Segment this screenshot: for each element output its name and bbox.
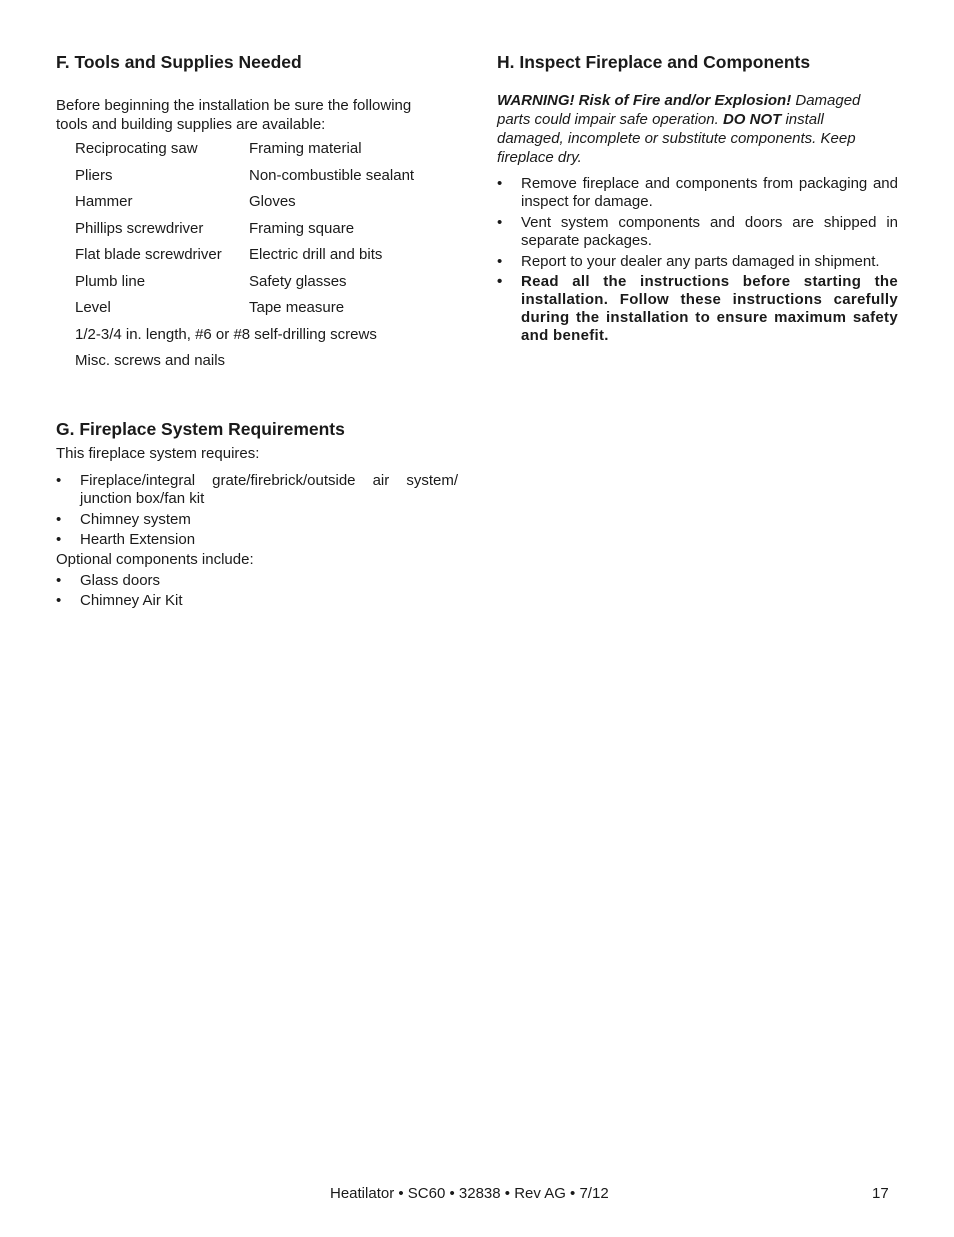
tools-row [75,220,414,247]
list-item [497,253,898,271]
bullet-icon: • [497,273,503,290]
misc-item: Misc. screws and nails [75,352,226,369]
warning-text: Damaged parts could impair safe operation. [497,92,861,128]
tools-row-misc [75,352,414,379]
list-item-text: Glass doors [80,572,161,589]
optional-list [56,572,458,610]
list-item [56,592,458,610]
bullet-icon: • [56,572,62,589]
tools-row [75,299,414,326]
list-item-text: Report to your dealer any parts damaged in shipment. [521,253,880,270]
section-g-heading: G. Fireplace System Requirements [56,419,345,439]
supply-item: Framing material [249,140,362,157]
tool-item: Level [75,299,111,316]
bullet-icon: • [56,592,62,609]
bullet-icon: • [56,511,62,528]
supply-item: Framing square [249,219,355,237]
bullet-icon: • [56,531,62,548]
list-item [56,572,458,590]
list-item [497,175,898,211]
supply-item: Gloves [249,193,296,210]
supply-item: Electric drill and bits [249,246,383,263]
tool-item: Hammer [75,193,133,210]
section-g-intro: This fireplace system requires: [56,445,260,462]
section-f-intro-2: tools and building supplies are available: [56,116,326,133]
required-list [56,472,458,549]
list-item-text: Chimney Air Kit [80,592,183,609]
page-number: 17 [872,1185,889,1202]
tool-item: Phillips screwdriver [75,219,204,237]
tool-item: Reciprocating saw [75,140,198,157]
tools-row [75,167,414,194]
list-item-bold [497,273,898,345]
screws-item: 1/2-3/4 in. length, #6 or #8 self-drilling screws [75,325,377,343]
list-item-text: Hearth Extension [80,531,196,548]
tool-item: Pliers [75,166,113,184]
list-item [56,472,458,508]
tool-item: Flat blade screwdriver [75,246,222,263]
list-item [56,531,458,549]
warning-paragraph [497,91,883,167]
list-item-text: Fireplace/integral grate/firebrick/outside air system/ junction box/fan kit [80,472,458,507]
section-h-heading: H. Inspect Fireplace and Components [497,52,811,72]
list-item-text: Chimney system [80,511,191,528]
tools-row [75,273,414,300]
bullet-icon: • [497,253,503,270]
bullet-icon: • [56,472,62,489]
list-item [56,511,458,529]
tools-row [75,246,414,273]
footer-doc-id: Heatilator • SC60 • 32838 • Rev AG • 7/12 [330,1185,609,1202]
tools-row [75,193,414,220]
list-item-text: Vent system components and doors are shipped in separate packages. [521,214,898,249]
list-item-text: Remove fireplace and components from packaging and inspect for damage. [521,175,898,210]
do-not-label: DO NOT [722,111,782,128]
list-item [497,214,898,250]
tools-row [75,140,414,167]
warning-label: WARNING! Risk of Fire and/or Explosion! [497,92,792,109]
bullet-icon: • [497,175,503,192]
tools-table [75,140,414,379]
warning-text: install damaged, incomplete or substitute components. Keep fireplace dry. [497,111,856,166]
tool-item: Plumb line [75,272,146,290]
supply-item: Non-combustible sealant [249,166,415,184]
supply-item: Safety glasses [249,272,347,290]
section-f-heading: F. Tools and Supplies Needed [56,52,302,72]
section-f-intro-1: Before beginning the installation be sure the following [56,97,412,114]
tools-row-screws [75,326,414,353]
optional-intro: Optional components include: [56,551,254,568]
bullet-icon: • [497,214,503,231]
inspect-list [497,175,898,345]
supply-item: Tape measure [249,299,345,316]
list-item-text: Read all the instructions before starting the installation. Follow these instructions carefully during the installation to ensure maximum safety and benefit. [521,273,898,344]
